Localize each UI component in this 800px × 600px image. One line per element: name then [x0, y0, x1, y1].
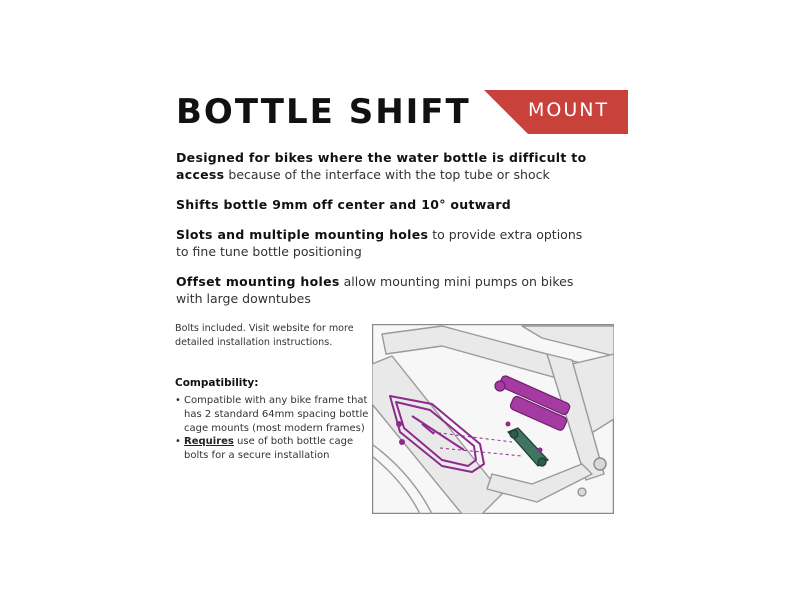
- feature-offset: [176, 196, 596, 213]
- feature-pumps-text: allow mounting mini pumps on bikes with large downtubes: [176, 274, 574, 306]
- feature-access: [176, 149, 596, 183]
- feature-access-text: because of the interface with the top tube or shock: [224, 167, 550, 182]
- requires-word: Requires: [184, 436, 234, 448]
- page-title: BOTTLE SHIFT: [176, 92, 471, 132]
- compatibility-list: [175, 394, 370, 463]
- installation-diagram: [372, 324, 614, 514]
- compatibility-item-text: Compatible with any bike frame that has 2 standard 64mm spacing bottle cage mounts (most modern frames): [184, 395, 369, 434]
- compatibility-title: Compatibility:: [175, 377, 259, 389]
- compatibility-item-text: use of both bottle cage bolts for a secure installation: [184, 436, 354, 462]
- feature-slots-bold: Slots and multiple mounting holes: [176, 227, 429, 242]
- feature-access-bold: Designed for bikes where the water bottle is difficult to access: [176, 150, 587, 182]
- feature-pumps: [176, 273, 596, 307]
- feature-slots-text: to provide extra options to fine tune bottle positioning: [176, 227, 583, 259]
- feature-pumps-bold: Offset mounting holes: [176, 274, 340, 289]
- feature-slots: [176, 226, 596, 260]
- bolts-note: Bolts included. Visit website for more detailed installation instructions.: [175, 323, 354, 348]
- feature-offset-bold: Shifts bottle 9mm off center and 10° outward: [176, 197, 512, 212]
- compatibility-item: [175, 394, 370, 435]
- mount-tag-label: MOUNT: [528, 99, 610, 121]
- compatibility-item: [175, 435, 370, 463]
